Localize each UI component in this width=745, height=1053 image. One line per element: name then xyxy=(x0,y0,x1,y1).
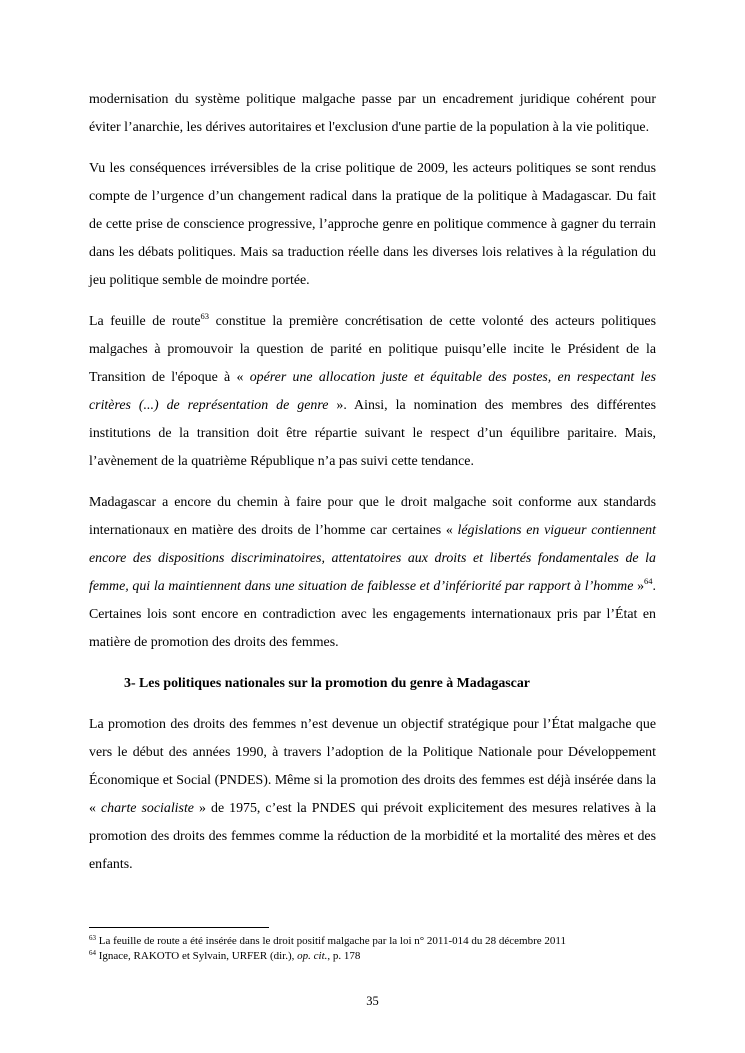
paragraph-3-quote: opérer une allocation juste et équitable des postes, en respectant les critères (...) de représentation de genre xyxy=(89,370,656,413)
paragraph-3-part-b: constitue la première concrétisation de cette volonté des acteurs politiques malgaches à promouvoir la question de parité en politique puisqu’elle incite le Président de la Transition de l'époque à « xyxy=(89,314,656,385)
footnotes xyxy=(89,934,656,963)
footnote-64-text-a: Ignace, RAKOTO et Sylvain, URFER (dir.), xyxy=(96,949,298,962)
paragraph-1: modernisation du système politique malgache passe par un encadrement juridique cohérent pour éviter l’anarchie, les dérives autoritaires et l'exclusion d'une partie de la population à la vie politique. xyxy=(89,92,656,135)
footnote-63-text: La feuille de route a été insérée dans le droit positif malgache par la loi n° 2011-014 du 28 décembre 2011 xyxy=(96,935,567,947)
section-heading: 3- Les politiques nationales sur la promotion du genre à Madagascar xyxy=(124,676,530,691)
footnote-ref-64[interactable]: 64 xyxy=(644,576,653,586)
paragraph-4-part-c: . Certaines lois sont encore en contradiction avec les engagements internationaux pris par l’État en matière de promotion des droits des femmes. xyxy=(89,579,656,650)
footnote-64-italic: op. cit. xyxy=(297,949,328,962)
paragraph-4-part-b: » xyxy=(633,579,645,594)
footnote-64-number: 64 xyxy=(89,948,96,957)
paragraph-3-part-c: ». Ainsi, la nomination des membres des différentes institutions de la transition doit être répartie suivant le respect d’un équilibre paritaire. Mais, l’avènement de la quatrième République n’a pas suivi cette tendance. xyxy=(89,398,656,469)
page-number: 35 xyxy=(366,994,379,1008)
paragraph-5-part-b: » de 1975, c’est la PNDES qui prévoit explicitement des mesures relatives à la promotion des droits des femmes comme la réduction de la morbidité et la mortalité des mères et des enfants. xyxy=(89,801,656,872)
footnote-64 xyxy=(89,949,656,964)
footnote-divider xyxy=(89,927,269,928)
paragraph-4-part-a: Madagascar a encore du chemin à faire pour que le droit malgache soit conforme aux standards internationaux en matière des droits de l’homme car certaines « xyxy=(89,495,656,538)
page-body xyxy=(89,86,656,892)
paragraph-4-quote: législations en vigueur contiennent encore des dispositions discriminatoires, attentatoires aux droits et libertés fondamentales de la femme, qui la maintiennent dans une situation de faiblesse et d’infériorité par rapport à l’homme xyxy=(89,523,656,594)
footnote-ref-63[interactable]: 63 xyxy=(200,311,210,321)
paragraph-3-part-a: La feuille de route xyxy=(89,314,201,329)
paragraph-5-part-a: La promotion des droits des femmes n’est devenue un objectif stratégique pour l’État malgache que vers le début des années 1990, à travers l’adoption de la Politique Nationale pour Développement Économique et Social (PNDES). Même si la promotion des droits des femmes est déjà insérée dans la « xyxy=(89,717,656,816)
paragraph-2: Vu les conséquences irréversibles de la crise politique de 2009, les acteurs politiques se sont rendus compte de l’urgence d’un changement radical dans la pratique de la politique à Madagascar. Du fait de cette prise de conscience progressive, l’approche genre en politique commence à gagner du terrain dans les débats politiques. Mais sa traduction réelle dans les diverses lois relatives à la régulation du jeu politique semble de moindre portée. xyxy=(89,161,656,288)
paragraph-5-quote: charte socialiste xyxy=(100,801,194,816)
paragraph-5 xyxy=(89,711,656,879)
paragraph-3 xyxy=(89,308,656,476)
footnote-64-text-b: , p. 178 xyxy=(327,949,361,962)
footnote-63-number: 63 xyxy=(89,934,96,942)
footnote-63 xyxy=(89,934,656,949)
paragraph-4 xyxy=(89,489,656,657)
